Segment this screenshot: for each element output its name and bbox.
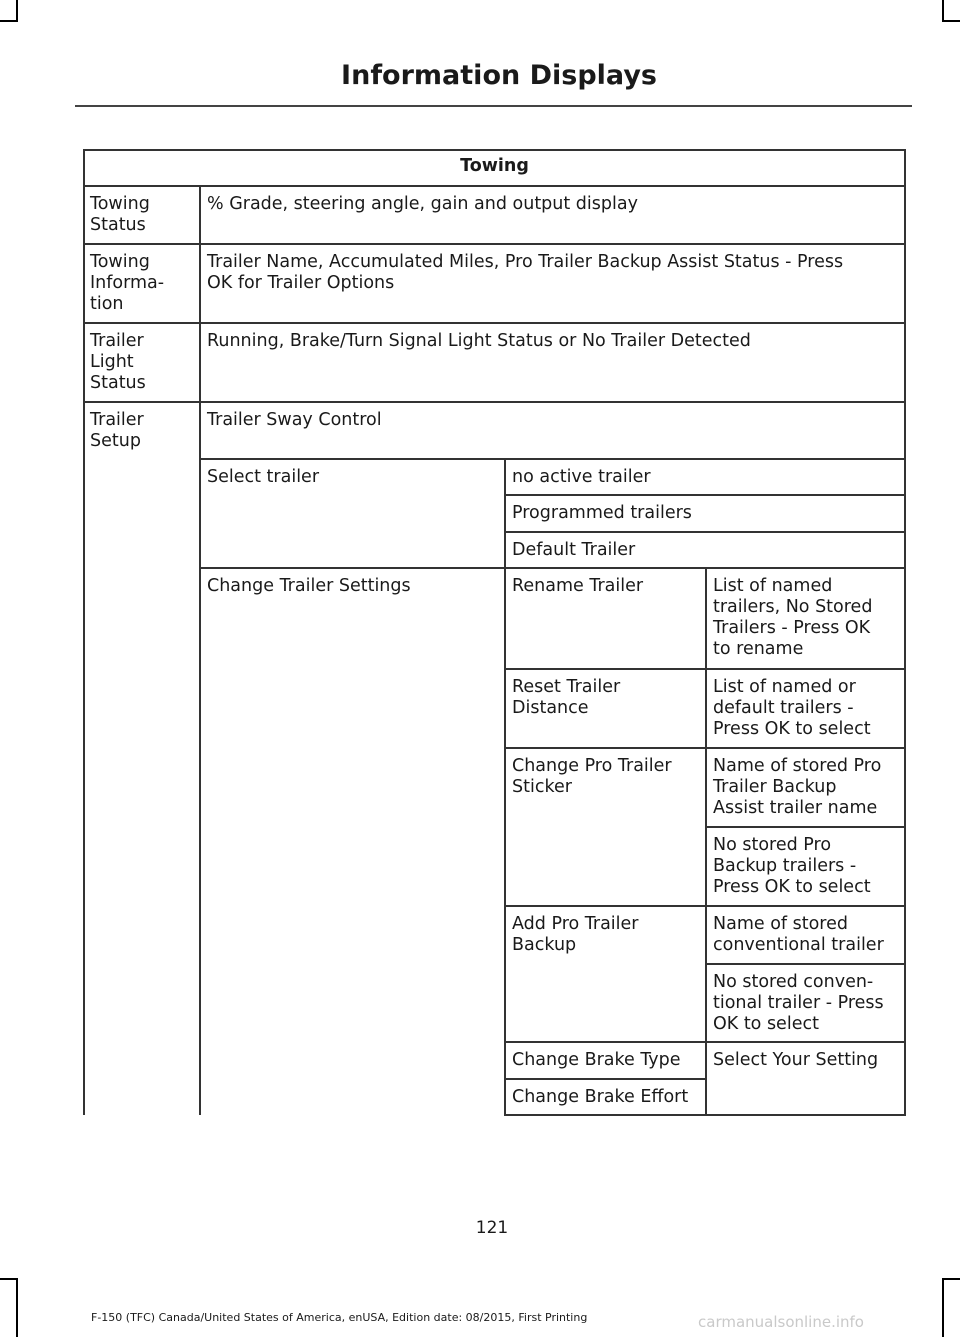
- select-trailer-option: no active trailer: [512, 467, 651, 487]
- row-value-towing-status: % Grade, steering angle, gain and output display: [207, 194, 638, 214]
- table-border: [83, 185, 906, 187]
- page-title: Information Displays: [341, 60, 657, 91]
- select-trailer-option: Default Trailer: [512, 540, 636, 560]
- table-border: [504, 458, 506, 1116]
- watermark: carmanualsonline.info: [698, 1313, 864, 1331]
- rename-trailer-value: List of named trailers, No Stored Trailers - Press OK to rename: [713, 576, 873, 659]
- table-border: [706, 963, 906, 965]
- brake-type-label: Change Brake Type: [512, 1050, 681, 1070]
- table-border: [505, 1078, 706, 1080]
- table-border: [83, 401, 906, 403]
- reset-distance-label: Reset Trailer Distance: [512, 677, 621, 718]
- change-trailer-settings-label: Change Trailer Settings: [207, 576, 411, 596]
- edition-footer: F-150 (TFC) Canada/United States of America, enUSA, Edition date: 08/2015, First Printing: [91, 1311, 588, 1324]
- crop-mark: [942, 20, 960, 22]
- row-label-towing-information: Towing Informa- tion: [90, 252, 165, 314]
- table-border: [199, 185, 201, 1115]
- trailer-sway-control: Trailer Sway Control: [207, 410, 382, 430]
- change-sticker-value: No stored Pro Backup trailers - Press OK to select: [713, 835, 871, 897]
- crop-mark: [0, 20, 18, 22]
- table-border: [505, 531, 906, 533]
- crop-mark: [942, 1278, 960, 1280]
- select-trailer-option: Programmed trailers: [512, 503, 692, 523]
- table-border: [200, 458, 906, 460]
- table-title: Towing: [460, 156, 529, 176]
- header-rule: [75, 105, 912, 107]
- table-border: [83, 149, 906, 151]
- table-border: [706, 826, 906, 828]
- table-border: [83, 322, 906, 324]
- table-border: [200, 567, 906, 569]
- table-border: [705, 567, 707, 1116]
- table-border: [904, 149, 906, 1116]
- row-value-towing-information: Trailer Name, Accumulated Miles, Pro Trailer Backup Assist Status - Press OK for Trailer Options: [207, 252, 844, 293]
- table-border: [505, 494, 906, 496]
- select-trailer-label: Select trailer: [207, 467, 320, 487]
- crop-mark: [16, 1278, 18, 1337]
- crop-mark: [942, 0, 944, 22]
- brake-effort-label: Change Brake Effort: [512, 1087, 689, 1107]
- table-border: [83, 243, 906, 245]
- crop-mark: [942, 1278, 944, 1337]
- change-sticker-value: Name of stored Pro Trailer Backup Assist trailer name: [713, 756, 882, 818]
- row-label-trailer-setup: Trailer Setup: [90, 410, 144, 451]
- add-backup-value: No stored conven- tional trailer - Press OK to select: [713, 972, 884, 1034]
- rename-trailer-label: Rename Trailer: [512, 576, 644, 596]
- row-label-towing-status: Towing Status: [90, 194, 150, 235]
- reset-distance-value: List of named or default trailers - Press OK to select: [713, 677, 871, 739]
- brake-type-value: Select Your Setting: [713, 1050, 879, 1070]
- table-border: [83, 149, 85, 1115]
- crop-mark: [0, 1278, 18, 1280]
- row-value-trailer-light-status: Running, Brake/Turn Signal Light Status or No Trailer Detected: [207, 331, 751, 351]
- add-backup-label: Add Pro Trailer Backup: [512, 914, 639, 955]
- add-backup-value: Name of stored conventional trailer: [713, 914, 884, 955]
- page-number: 121: [475, 1218, 509, 1238]
- crop-mark: [16, 0, 18, 22]
- row-label-trailer-light-status: Trailer Light Status: [90, 331, 146, 393]
- change-sticker-label: Change Pro Trailer Sticker: [512, 756, 672, 797]
